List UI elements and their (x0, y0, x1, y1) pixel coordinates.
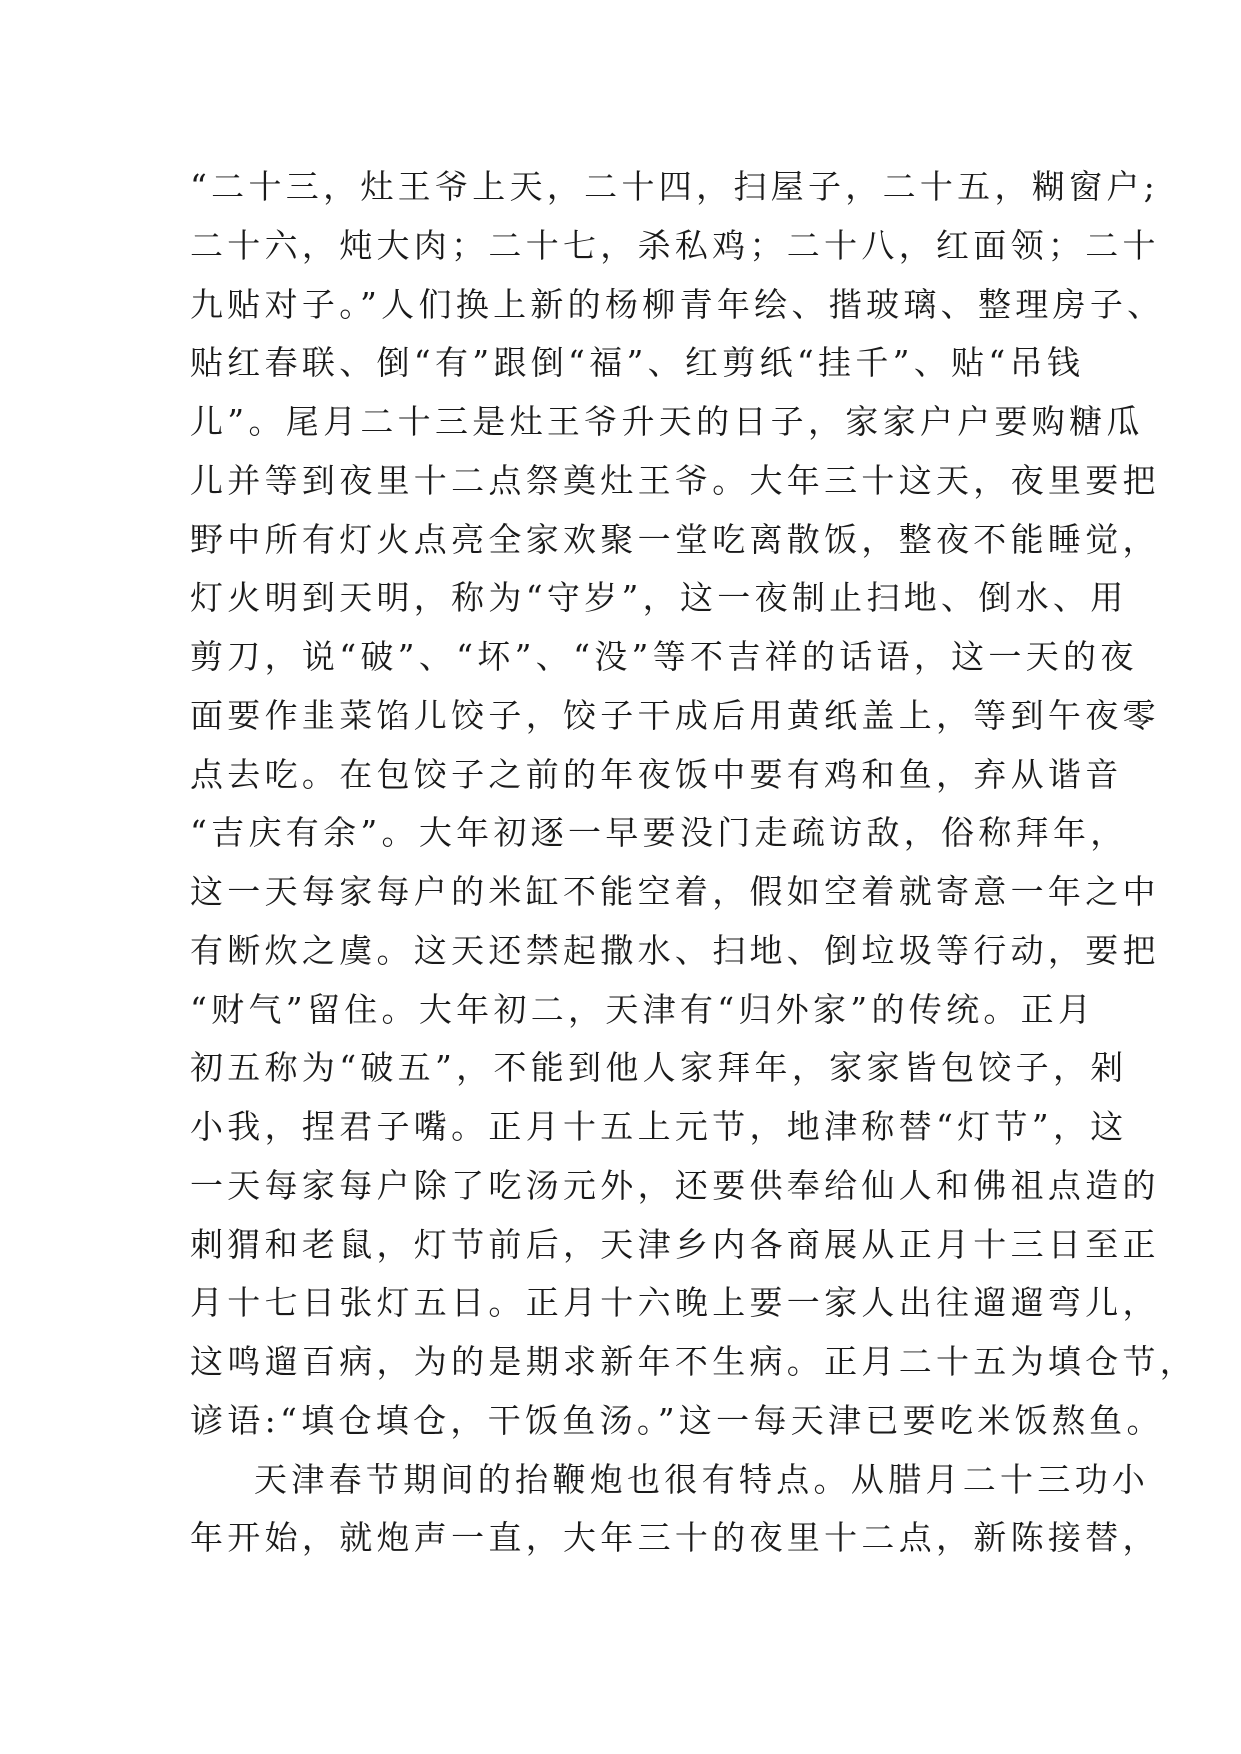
body-text (190, 158, 1198, 1568)
paragraph-start-line: 天津春节期间的抬鞭炮也很有特点。从腊月二十三功小 (254, 1459, 1150, 1499)
text-line: 有断炊之虞。这天还禁起撒水、扫地、倒垃圾等行动，要把 (190, 930, 1160, 970)
text-line: 年开始，就炮声一直，大年三十的夜里十二点，新陈接替， (190, 1518, 1160, 1558)
text-line: 儿并等到夜里十二点祭奠灶王爷。大年三十这天，夜里要把 (190, 460, 1160, 500)
text-line: 儿”。尾月二十三是灶王爷升天的日子，家家户户要购糖瓜 (190, 402, 1144, 441)
text-line: 一天每家每户除了吃汤元外，还要供奉给仙人和佛祖点造的 (190, 1165, 1160, 1205)
text-line: 月十七日张灯五日。正月十六晚上要一家人出往遛遛弯儿， (190, 1283, 1160, 1323)
text-line: 初五称为“破五”，不能到他人家拜年，家家皆包饺子，剁 (190, 1048, 1128, 1088)
text-line: 刺猬和老鼠，灯节前后，天津乡内各商展从正月十三日至正 (190, 1224, 1160, 1264)
text-line: 贴红春联、倒“有”跟倒“福”、红剪纸“挂千”、贴“吊钱 (190, 343, 1085, 383)
text-line: 九贴对子。”人们换上新的杨柳青年绘、揩玻璃、整理房子、 (190, 284, 1165, 324)
text-line: 这一天每家每户的米缸不能空着，假如空着就寄意一年之中 (190, 872, 1160, 911)
text-line: 面要作韭菜馅儿饺子，饺子干成后用黄纸盖上，等到午夜零 (190, 695, 1160, 735)
text-line: 点去吃。在包饺子之前的年夜饭中要有鸡和鱼，弃从谐音 (190, 754, 1123, 794)
text-line: 灯火明到天明，称为“守岁”，这一夜制止扫地、倒水、用 (190, 578, 1128, 618)
text-line: “吉庆有余”。大年初逐一早要没门走疏访敌，俗称拜年， (190, 813, 1128, 853)
text-line: 小我，捏君子嘴。正月十五上元节，地津称替“灯节”，这 (190, 1107, 1128, 1146)
text-line: 这鸣遛百病，为的是期求新年不生病。正月二十五为填仓节， (190, 1342, 1198, 1381)
text-line: 谚语:“填仓填仓，干饭鱼汤。”这一每天津已要吃米饭熬鱼。 (190, 1400, 1164, 1440)
text-line: “二十三，灶王爷上天，二十四，扫屋子，二十五，糊窗户; (190, 167, 1160, 206)
text-line: 野中所有灯火点亮全家欢聚一堂吃离散饭，整夜不能睡觉， (190, 519, 1160, 559)
text-line: 二十六，炖大肉；二十七，杀私鸡；二十八，红面领；二十 (190, 225, 1160, 265)
text-line: “财气”留住。大年初二，天津有“归外家”的传统。正月 (190, 989, 1096, 1029)
text-line: 剪刀，说“破”、“坏”、“没”等不吉祥的话语，这一天的夜 (190, 637, 1138, 676)
